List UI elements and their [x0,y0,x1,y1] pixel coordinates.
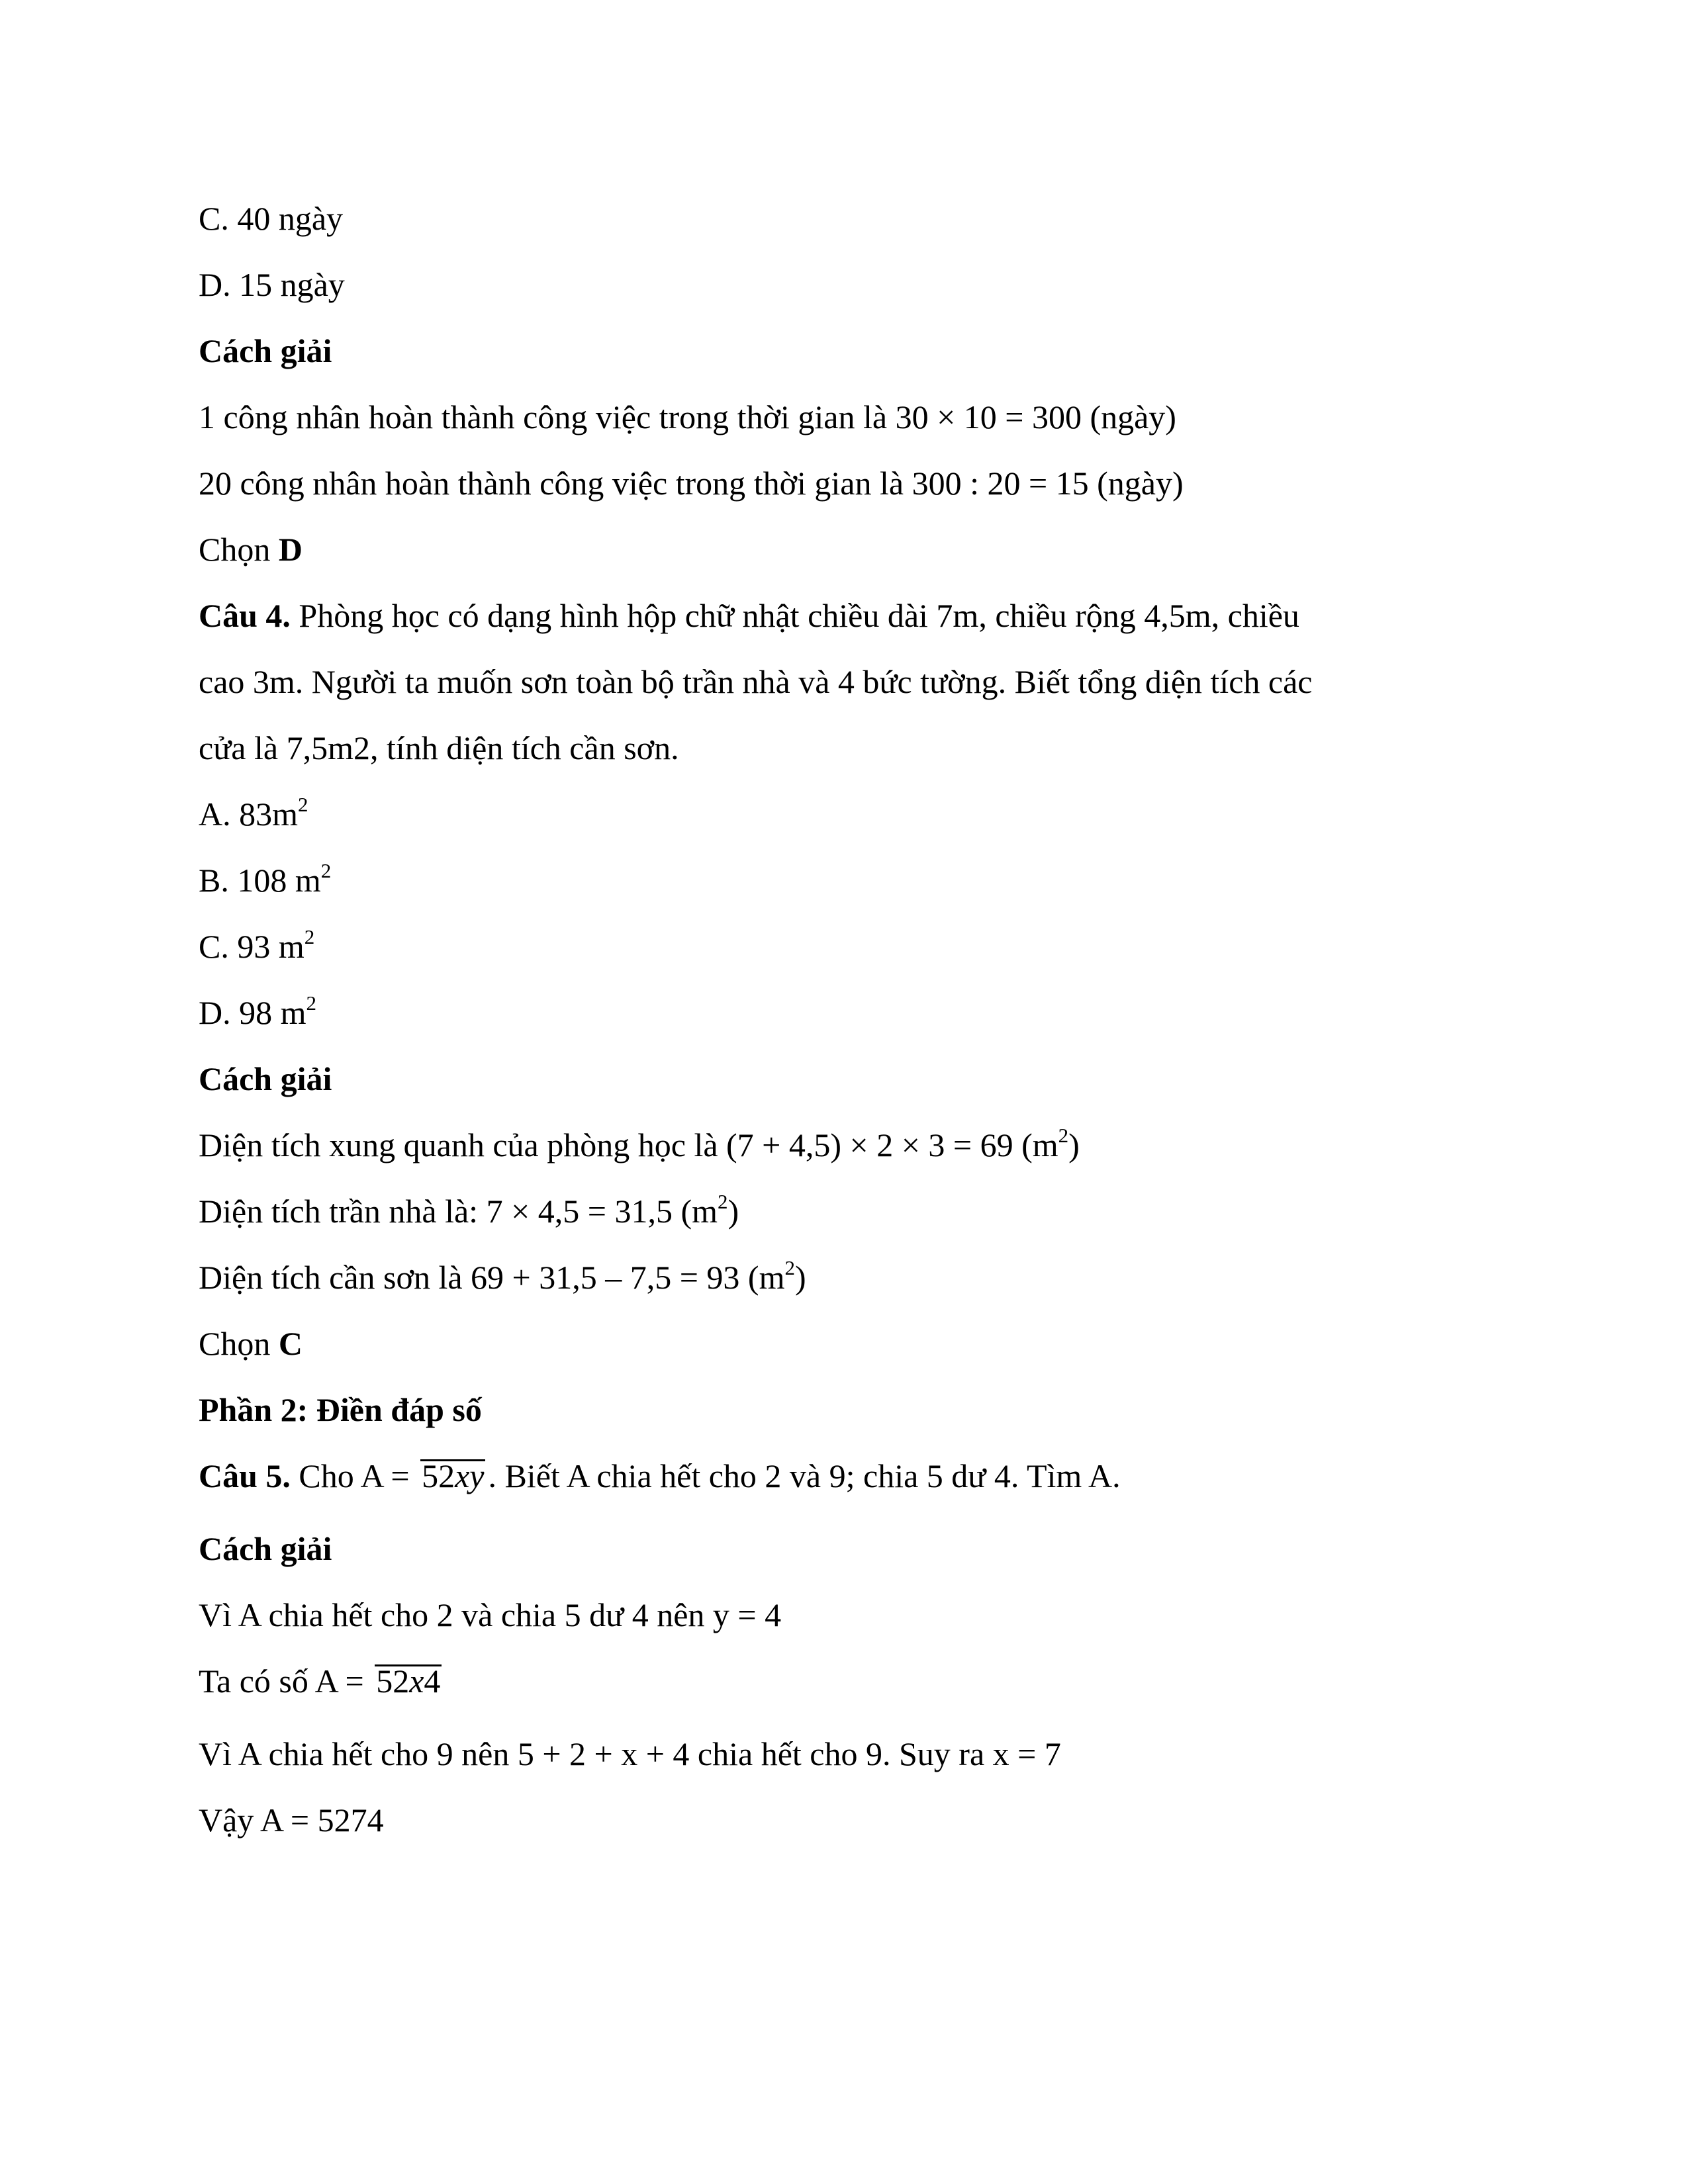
option-c-line [199,927,1523,966]
superscript: 2 [306,991,316,1015]
solution-text: Vậy A = 5274 [199,1801,384,1839]
section-title: Phần 2: Điền đáp số [199,1391,482,1428]
solution-suffix: ) [1068,1126,1080,1163]
solution-text: Vì A chia hết cho 9 nên 5 + 2 + x + 4 chia hết cho 9. Suy ra x = 7 [199,1735,1061,1772]
solution-suffix: ) [794,1259,806,1296]
heading-text: Cách giải [199,1530,332,1567]
option-text: C. 93 m [199,928,305,965]
option-text: C. 40 ngày [199,200,344,237]
solution-heading [199,1529,1523,1569]
solution-text: Ta có số A = [199,1662,373,1700]
answer-line [199,529,1523,569]
superscript: 2 [718,1190,728,1214]
answer-line [199,1324,1523,1363]
question-text-line [199,728,1523,768]
solution-line [199,463,1523,503]
answer-prefix: Chọn [199,1325,279,1362]
solution-text: 20 công nhân hoàn thành công việc trong thời gian là 300 : 20 = 15 (ngày) [199,465,1184,502]
question-4-line [199,596,1523,635]
heading-text: Cách giải [199,332,332,369]
option-text: D. 98 m [199,994,306,1031]
solution-heading [199,1059,1523,1099]
option-b-line [199,860,1523,900]
option-text: B. 108 m [199,862,321,899]
option-a-line [199,794,1523,834]
solution-heading [199,331,1523,371]
solution-text: 1 công nhân hoàn thành công việc trong thời gian là 30 × 10 = 300 (ngày) [199,398,1176,435]
solution-line [199,1595,1523,1635]
superscript: 2 [784,1256,795,1280]
overline-number [420,1457,485,1494]
question-text: cao 3m. Người ta muốn sơn toàn bộ trần nhà và 4 bức tường. Biết tổng diện tích các [199,663,1313,700]
option-text: A. 83m [199,796,298,833]
option-text: D. 15 ngày [199,266,345,303]
answer-prefix: Chọn [199,531,279,568]
solution-line [199,1191,1523,1231]
question-text: Cho A = [290,1457,418,1494]
solution-line [199,1125,1523,1165]
question-label: Câu 5. [199,1457,291,1494]
solution-text: Diện tích trần nhà là: 7 × 4,5 = 31,5 (m [199,1193,718,1230]
overline-digits: 4 [424,1662,441,1700]
question-text: cửa là 7,5m2, tính diện tích cần sơn. [199,729,679,766]
option-c-line [199,199,1523,238]
overline-digits: 52 [376,1662,410,1700]
solution-text: Diện tích cần sơn là 69 + 31,5 – 7,5 = 93 (m [199,1259,785,1296]
question-5-line [199,1456,1523,1496]
section-heading [199,1390,1523,1430]
answer-letter: C [278,1325,303,1362]
solution-line [199,397,1523,437]
solution-line [199,1661,1523,1701]
overline-number [375,1662,442,1700]
question-label: Câu 4. [199,597,291,634]
superscript: 2 [320,859,332,883]
solution-text: Diện tích xung quanh của phòng học là (7 + 4,5) × 2 × 3 = 69 (m [199,1126,1058,1163]
question-text-line [199,662,1523,702]
option-d-line [199,265,1523,304]
solution-text: Vì A chia hết cho 2 và chia 5 dư 4 nên y = 4 [199,1596,782,1633]
solution-line [199,1257,1523,1297]
question-text: . Biết A chia hết cho 2 và 9; chia 5 dư 4. Tìm A. [488,1457,1121,1494]
solution-line [199,1800,1523,1840]
overline-digits: 52 [422,1457,455,1494]
superscript: 2 [304,925,315,949]
option-d-line [199,993,1523,1032]
heading-text: Cách giải [199,1060,332,1097]
overline-variables: xy [455,1457,485,1494]
solution-line [199,1734,1523,1774]
superscript: 2 [298,793,308,817]
question-text: Phòng học có dạng hình hộp chữ nhật chiều dài 7m, chiều rộng 4,5m, chiều [290,597,1299,634]
superscript: 2 [1058,1124,1069,1148]
overline-variables: x [409,1662,424,1700]
answer-letter: D [278,531,303,568]
solution-suffix: ) [727,1193,739,1230]
